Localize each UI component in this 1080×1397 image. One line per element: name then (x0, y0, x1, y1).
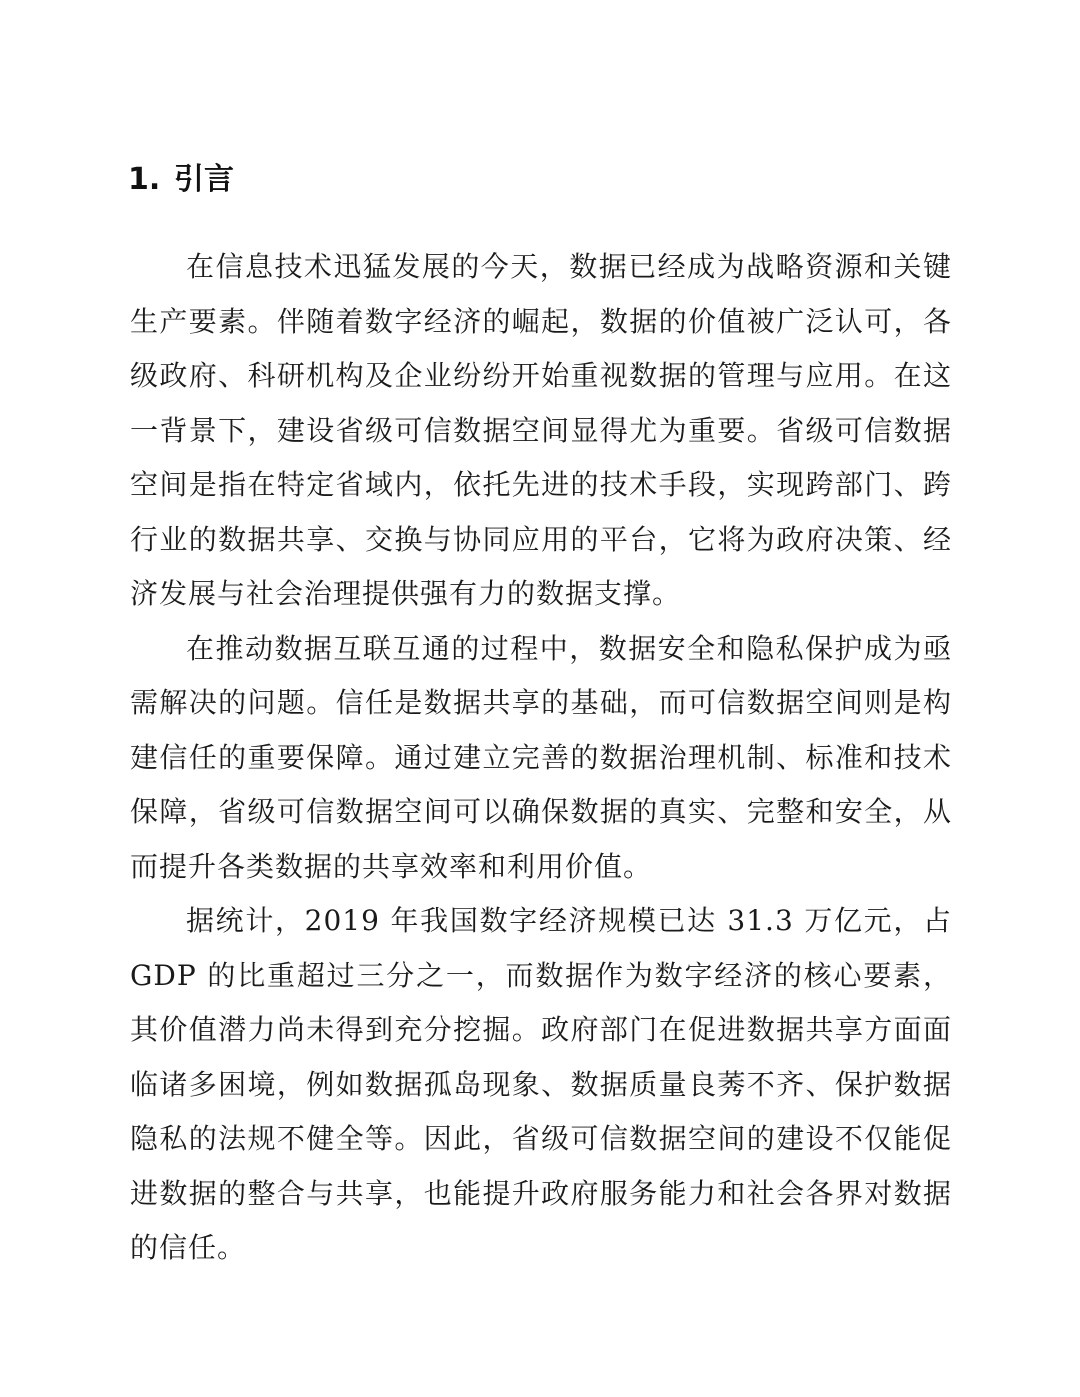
section-title: 引言 (174, 162, 234, 197)
section-heading (128, 158, 234, 202)
paragraph-3: 据统计，2019 年我国数字经济规模已达 31.3 万亿元，占 GDP 的比重超过三分之一，而数据作为数字经济的核心要素，其价值潜力尚未得到充分挖掘。政府部门在促进数据共享方面面临诸多困境，例如数据孤岛现象、数据质量良莠不齐、保护数据隐私的法规不健全等。因此，省级可信数据空间的建设不仅能促进数据的整合与共享，也能提升政府服务能力和社会各界对数据的信任。 (130, 904, 952, 1264)
paragraph-1: 在信息技术迅猛发展的今天，数据已经成为战略资源和关键生产要素。伴随着数字经济的崛起，数据的价值被广泛认可，各级政府、科研机构及企业纷纷开始重视数据的管理与应用。在这一背景下，建设省级可信数据空间显得尤为重要。省级可信数据空间是指在特定省域内，依托先进的技术手段，实现跨部门、跨行业的数据共享、交换与协同应用的平台，它将为政府决策、经济发展与社会治理提供强有力的数据支撑。 (130, 250, 952, 610)
paragraph-2: 在推动数据互联互通的过程中，数据安全和隐私保护成为亟需解决的问题。信任是数据共享的基础，而可信数据空间则是构建信任的重要保障。通过建立完善的数据治理机制、标准和技术保障，省级可信数据空间可以确保数据的真实、完整和安全，从而提升各类数据的共享效率和利用价值。 (130, 631, 952, 883)
section-number: 1. (128, 162, 161, 197)
body-text (130, 240, 952, 1276)
